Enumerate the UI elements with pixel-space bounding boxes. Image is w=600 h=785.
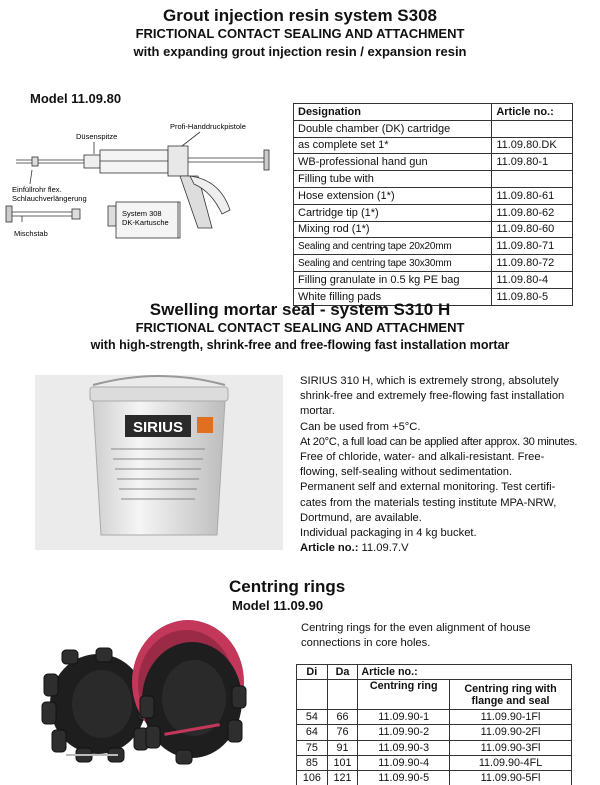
article-cell: 11.09.80-72 [492,255,573,272]
designation-cell: WB-professional hand gun [294,154,492,171]
designation-cell: Mixing rod (1*) [294,221,492,238]
ring-article-cell: 11.09.90-4 [358,755,450,770]
section2-subtitle2: with high-strength, shrink-free and free-flowing fast installation mortar [90,338,510,352]
di-cell: 54 [297,710,328,725]
section1-model: Model 11.09.80 [30,91,122,106]
table-row [294,271,573,288]
header-flange-line: Centring ring with [464,682,557,695]
designation-cell: as complete set 1* [294,137,492,154]
description-line: Dortmund, are available. [300,511,422,524]
ring-article-cell: 11.09.90-1 [358,710,450,725]
table-row [294,171,573,188]
table-row [297,710,572,725]
label-cartridge-2: DK-Kartusche [122,218,169,227]
designation-cell: White filling pads [294,288,492,305]
table-row [294,137,573,154]
label-gun: Profi-Handdruckpistole [170,122,246,131]
article-cell: 11.09.80-71 [492,238,573,255]
description-line: cates from the materials testing institute MPA-NRW, [300,496,557,509]
header-da: Da [327,665,358,680]
designation-cell: Filling tube with [294,171,492,188]
table-row [294,238,573,255]
header-flange-line: flange and seal [471,694,550,707]
product-photo [35,375,283,550]
table-row [294,120,573,137]
description-line: flowing, self-sealing without sedimentation. [300,466,513,479]
da-cell: 121 [327,770,358,785]
section2-subtitle: FRICTIONAL CONTACT SEALING AND ATTACHMENT [135,320,465,335]
product-description [300,374,595,556]
article-cell: 11.09.80-5 [492,288,573,305]
article-cell: 11.09.80-60 [492,221,573,238]
article-cell: 11.09.80-4 [492,271,573,288]
table-row [294,255,573,272]
header-spacer [327,680,358,710]
article-cell [492,120,573,137]
label-filling-tube-2: Schlauchverlängerung [12,194,87,203]
article-cell: 11.09.80-62 [492,204,573,221]
label-cartridge-1: System 308 [122,209,162,218]
article-cell: 11.09.80-61 [492,187,573,204]
header-designation: Designation [294,104,492,121]
centring-ring-table [296,664,572,785]
header-spacer [297,680,328,710]
bucket-icon [35,375,283,550]
da-cell: 91 [327,740,358,755]
article-cell: 11.09.80-1 [492,154,573,171]
ring-article-cell: 11.09.90-2 [358,725,450,740]
designation-cell: Sealing and centring tape 30x30mm [294,255,492,272]
designation-cell: Sealing and centring tape 20x20mm [294,238,492,255]
description-line: SIRIUS 310 H, which is extremely strong, absolutely [300,375,559,387]
description-line: Can be used from +5°C. [300,420,421,433]
label-mixing-rod: Mischstab [14,229,48,238]
description-line: Individual packaging in 4 kg bucket. [300,527,477,540]
section2-title: Swelling mortar seal - system S310 H [149,300,451,319]
section3-intro [301,621,591,651]
header-di: Di [297,665,328,680]
article-value: 11.09.7.V [358,542,409,555]
ring-article-cell: 11.09.90-3 [358,740,450,755]
da-cell: 101 [327,755,358,770]
injection-gun-drawing [2,110,292,250]
description-line: At 20°C, a full load can be applied after approx. 30 minutes. [300,435,578,448]
label-nozzle: Düsenspitze [76,132,118,141]
table-row [294,221,573,238]
header-centring-ring: Centring ring [358,680,450,710]
flange-article-cell: 11.09.90-3Fl [450,740,572,755]
flange-article-cell: 11.09.90-4FL [450,755,572,770]
table-row [294,204,573,221]
flange-article-cell: 11.09.90-2Fl [450,725,572,740]
designation-cell: Hose extension (1*) [294,187,492,204]
description-line: Free of chloride, water- and alkali-resistant. Free- [300,451,545,464]
section3-title: Centring rings [229,577,346,596]
section1-subtitle2: with expanding grout injection resin / expansion resin [133,44,467,59]
table-row [297,755,572,770]
designation-table [293,103,573,306]
da-cell: 76 [327,725,358,740]
article-label: Article no.: [300,542,359,555]
ring-article-cell: 11.09.90-5 [358,770,450,785]
table-row [294,154,573,171]
di-cell: 64 [297,725,328,740]
article-line [300,541,595,556]
table-row [297,770,572,785]
intro-line: connections in core holes. [301,637,431,650]
designation-cell: Double chamber (DK) cartridge [294,120,492,137]
di-cell: 75 [297,740,328,755]
header-article-no: Article no.: [358,665,572,680]
description-line: shrink-free and extremely free-flowing fast installation [300,390,565,403]
table-row [297,725,572,740]
di-cell: 85 [297,755,328,770]
table-row [294,187,573,204]
designation-cell: Cartridge tip (1*) [294,204,492,221]
di-cell: 106 [297,770,328,785]
section3-model: Model 11.09.90 [232,598,324,613]
centring-rings-photo [36,616,248,778]
description-line: Permanent self and external monitoring. Test certifi- [300,481,556,494]
flanged-ring-icon [132,620,246,764]
description-line: mortar. [300,405,335,418]
article-cell: 11.09.80.DK [492,137,573,154]
header-flange-seal [450,680,572,710]
flange-article-cell: 11.09.90-1Fl [450,710,572,725]
bucket-brand: SIRIUS [132,419,184,436]
intro-line: Centring rings for the even alignment of house [301,622,531,634]
article-cell [492,171,573,188]
flange-article-cell: 11.09.90-5Fl [450,770,572,785]
label-filling-tube-1: Einfüllrohr flex. [12,185,62,194]
table-row [297,740,572,755]
section1-subtitle: FRICTIONAL CONTACT SEALING AND ATTACHMENT [135,26,465,41]
header-article-no: Article no.: [492,104,573,121]
da-cell: 66 [327,710,358,725]
section1-title: Grout injection resin system S308 [163,6,437,25]
designation-cell: Filling granulate in 0.5 kg PE bag [294,271,492,288]
